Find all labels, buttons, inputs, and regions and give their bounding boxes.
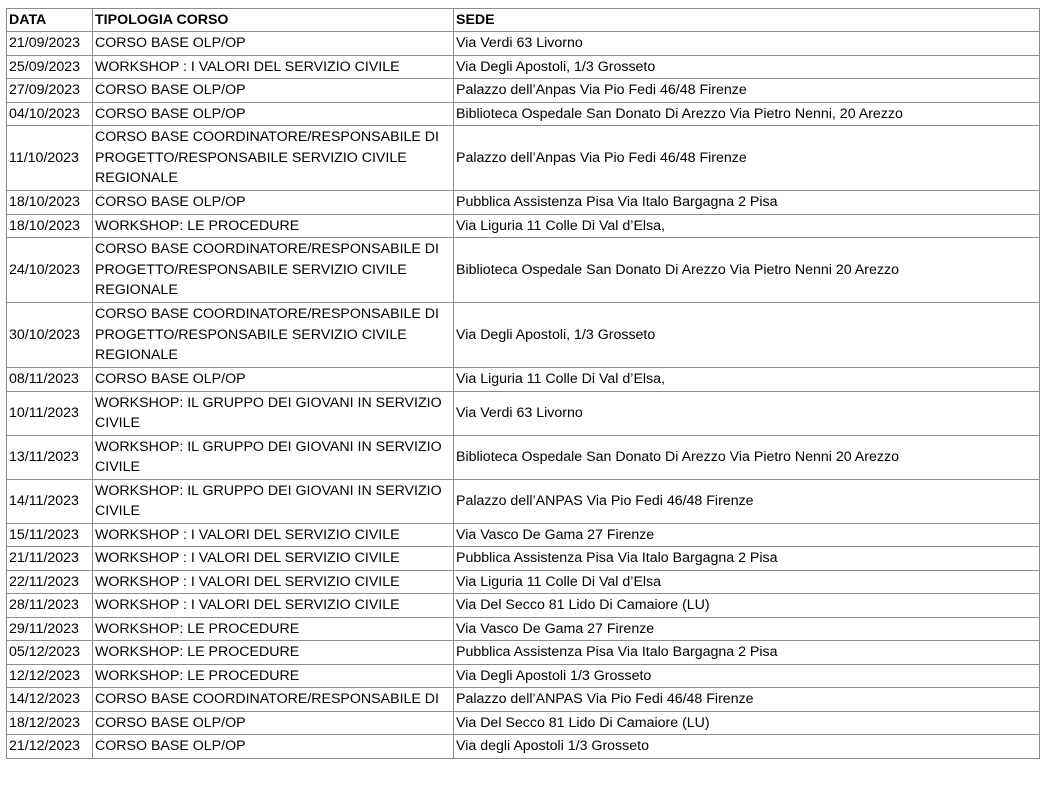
date-cell: 18/12/2023 [7, 711, 93, 735]
location-cell: Via Degli Apostoli 1/3 Grosseto [454, 664, 1040, 688]
date-cell: 11/10/2023 [7, 126, 93, 191]
table-row [7, 688, 1040, 712]
table-row [7, 191, 1040, 215]
date-cell: 30/10/2023 [7, 303, 93, 368]
location-cell: Palazzo dell’ANPAS Via Pio Fedi 46/48 Firenze [454, 688, 1040, 712]
date-cell: 28/11/2023 [7, 594, 93, 618]
location-cell: Via Degli Apostoli, 1/3 Grosseto [454, 303, 1040, 368]
location-cell: Biblioteca Ospedale San Donato Di Arezzo Via Pietro Nenni, 20 Arezzo [454, 102, 1040, 126]
header-course-type: TIPOLOGIA CORSO [93, 9, 454, 32]
location-cell: Via Verdi 63 Livorno [454, 32, 1040, 56]
table-row [7, 214, 1040, 238]
date-cell: 04/10/2023 [7, 102, 93, 126]
location-cell: Via Degli Apostoli, 1/3 Grosseto [454, 55, 1040, 79]
location-cell: Via Liguria 11 Colle Di Val d’Elsa, [454, 214, 1040, 238]
course-cell: WORKSHOP: LE PROCEDURE [93, 214, 454, 238]
date-cell: 13/11/2023 [7, 435, 93, 479]
location-cell: Biblioteca Ospedale San Donato Di Arezzo Via Pietro Nenni 20 Arezzo [454, 435, 1040, 479]
table-row [7, 479, 1040, 523]
course-cell: CORSO BASE OLP/OP [93, 79, 454, 103]
table-row [7, 641, 1040, 665]
course-cell: CORSO BASE OLP/OP [93, 368, 454, 392]
table-row [7, 102, 1040, 126]
location-cell: Pubblica Assistenza Pisa Via Italo Bargagna 2 Pisa [454, 641, 1040, 665]
course-cell: WORKSHOP : I VALORI DEL SERVIZIO CIVILE [93, 55, 454, 79]
date-cell: 22/11/2023 [7, 570, 93, 594]
date-cell: 14/11/2023 [7, 479, 93, 523]
table-row [7, 547, 1040, 571]
location-cell: Biblioteca Ospedale San Donato Di Arezzo Via Pietro Nenni 20 Arezzo [454, 238, 1040, 303]
date-cell: 12/12/2023 [7, 664, 93, 688]
table-row [7, 238, 1040, 303]
date-cell: 29/11/2023 [7, 617, 93, 641]
location-cell: Via Del Secco 81 Lido Di Camaiore (LU) [454, 711, 1040, 735]
date-cell: 21/12/2023 [7, 735, 93, 759]
date-cell: 24/10/2023 [7, 238, 93, 303]
date-cell: 25/09/2023 [7, 55, 93, 79]
location-cell: Via Vasco De Gama 27 Firenze [454, 523, 1040, 547]
course-cell: WORKSHOP : I VALORI DEL SERVIZIO CIVILE [93, 547, 454, 571]
date-cell: 08/11/2023 [7, 368, 93, 392]
table-row [7, 79, 1040, 103]
course-schedule-table [6, 8, 1040, 759]
course-cell: WORKSHOP: IL GRUPPO DEI GIOVANI IN SERVIZIO CIVILE [93, 391, 454, 435]
date-cell: 05/12/2023 [7, 641, 93, 665]
course-cell: CORSO BASE OLP/OP [93, 735, 454, 759]
date-cell: 21/11/2023 [7, 547, 93, 571]
header-location: SEDE [454, 9, 1040, 32]
course-cell: WORKSHOP : I VALORI DEL SERVIZIO CIVILE [93, 570, 454, 594]
table-row [7, 435, 1040, 479]
date-cell: 18/10/2023 [7, 191, 93, 215]
course-cell: CORSO BASE OLP/OP [93, 711, 454, 735]
table-row [7, 368, 1040, 392]
date-cell: 18/10/2023 [7, 214, 93, 238]
table-row [7, 711, 1040, 735]
date-cell: 21/09/2023 [7, 32, 93, 56]
course-cell: CORSO BASE COORDINATORE/RESPONSABILE DI PROGETTO/RESPONSABILE SERVIZIO CIVILE REGIONALE [93, 238, 454, 303]
course-cell: CORSO BASE COORDINATORE/RESPONSABILE DI PROGETTO/RESPONSABILE SERVIZIO CIVILE REGIONALE [93, 303, 454, 368]
location-cell: Pubblica Assistenza Pisa Via Italo Bargagna 2 Pisa [454, 191, 1040, 215]
date-cell: 14/12/2023 [7, 688, 93, 712]
table-row [7, 594, 1040, 618]
location-cell: Via Liguria 11 Colle Di Val d’Elsa, [454, 368, 1040, 392]
table-row [7, 523, 1040, 547]
header-row [7, 9, 1040, 32]
course-cell: WORKSHOP: IL GRUPPO DEI GIOVANI IN SERVIZIO CIVILE [93, 479, 454, 523]
location-cell: Via Vasco De Gama 27 Firenze [454, 617, 1040, 641]
table-row [7, 303, 1040, 368]
location-cell: Via Liguria 11 Colle Di Val d’Elsa [454, 570, 1040, 594]
table-row [7, 55, 1040, 79]
course-cell: WORKSHOP: LE PROCEDURE [93, 664, 454, 688]
location-cell: Palazzo dell’ANPAS Via Pio Fedi 46/48 Firenze [454, 479, 1040, 523]
table-row [7, 735, 1040, 759]
table-row [7, 617, 1040, 641]
course-cell: WORKSHOP: LE PROCEDURE [93, 617, 454, 641]
location-cell: Via Del Secco 81 Lido Di Camaiore (LU) [454, 594, 1040, 618]
course-cell: WORKSHOP : I VALORI DEL SERVIZIO CIVILE [93, 594, 454, 618]
course-cell: WORKSHOP: IL GRUPPO DEI GIOVANI IN SERVIZIO CIVILE [93, 435, 454, 479]
course-cell: CORSO BASE OLP/OP [93, 191, 454, 215]
table-row [7, 126, 1040, 191]
header-date: DATA [7, 9, 93, 32]
table-row [7, 391, 1040, 435]
date-cell: 27/09/2023 [7, 79, 93, 103]
table-row [7, 32, 1040, 56]
course-cell: WORKSHOP: LE PROCEDURE [93, 641, 454, 665]
location-cell: Pubblica Assistenza Pisa Via Italo Bargagna 2 Pisa [454, 547, 1040, 571]
location-cell: Palazzo dell’Anpas Via Pio Fedi 46/48 Firenze [454, 79, 1040, 103]
course-cell: CORSO BASE OLP/OP [93, 32, 454, 56]
course-cell: WORKSHOP : I VALORI DEL SERVIZIO CIVILE [93, 523, 454, 547]
location-cell: Via degli Apostoli 1/3 Grosseto [454, 735, 1040, 759]
date-cell: 15/11/2023 [7, 523, 93, 547]
date-cell: 10/11/2023 [7, 391, 93, 435]
course-cell: CORSO BASE COORDINATORE/RESPONSABILE DI [93, 688, 454, 712]
location-cell: Via Verdi 63 Livorno [454, 391, 1040, 435]
table-row [7, 570, 1040, 594]
location-cell: Palazzo dell’Anpas Via Pio Fedi 46/48 Firenze [454, 126, 1040, 191]
table-row [7, 664, 1040, 688]
course-cell: CORSO BASE COORDINATORE/RESPONSABILE DI PROGETTO/RESPONSABILE SERVIZIO CIVILE REGIONALE [93, 126, 454, 191]
course-cell: CORSO BASE OLP/OP [93, 102, 454, 126]
